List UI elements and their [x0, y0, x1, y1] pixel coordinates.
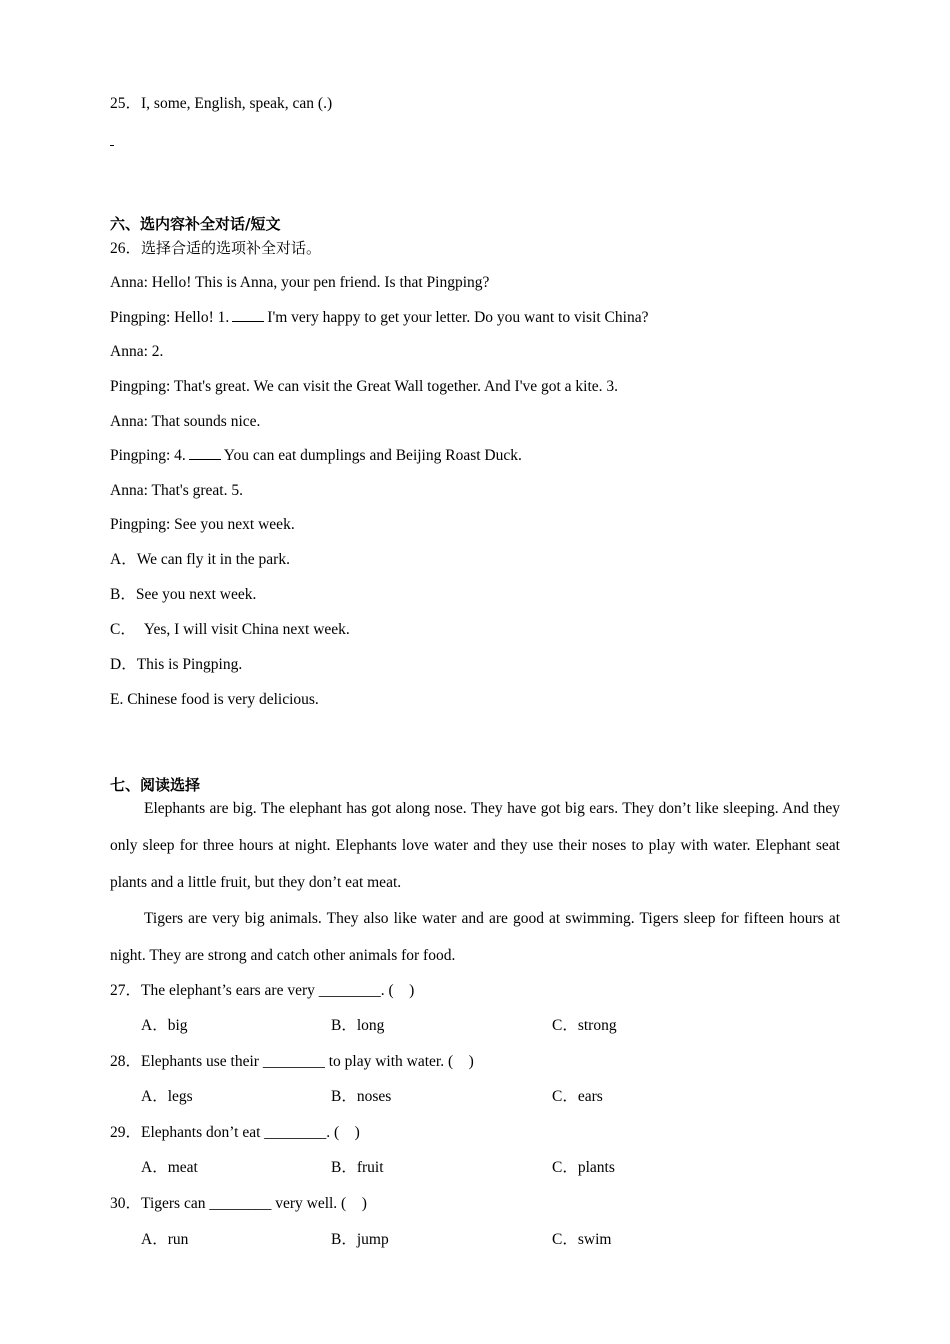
- answer-line: [110, 145, 114, 146]
- option-label: A．: [141, 1088, 168, 1105]
- option-text: jump: [356, 1231, 389, 1248]
- option-text: noses: [356, 1088, 392, 1105]
- dialogue-text: 4.: [174, 447, 186, 464]
- option-label: C．: [552, 1231, 578, 1248]
- question-30: [110, 1194, 367, 1214]
- dialogue-speaker: Anna:: [110, 413, 148, 430]
- option-a[interactable]: [141, 1087, 193, 1107]
- question-instruction: 选择合适的选项补全对话。: [141, 239, 322, 257]
- option-label: A．: [141, 1231, 168, 1248]
- dialogue-text: See you next week.: [174, 516, 295, 533]
- question-text: The elephant’s ears are very ________. ( ): [141, 982, 415, 999]
- option-text: ears: [577, 1088, 603, 1105]
- option-label: A．: [141, 1159, 168, 1176]
- option-b[interactable]: [331, 1230, 389, 1250]
- choice-text: We can fly it in the park.: [136, 551, 290, 568]
- dialogue-speaker: Pingping:: [110, 378, 171, 395]
- option-text: legs: [167, 1088, 193, 1105]
- question-text: Tigers can ________ very well. ( ): [141, 1195, 367, 1212]
- section-6-title: 六、选内容补全对话/短文: [110, 215, 281, 233]
- choice-text: This is Pingping.: [136, 656, 243, 673]
- dialogue-text: That's great. 5.: [151, 482, 243, 499]
- question-number: 25．: [110, 95, 142, 112]
- option-b[interactable]: [331, 1158, 384, 1178]
- option-label: C．: [552, 1017, 578, 1034]
- dialogue-text: I'm very happy to get your letter. Do you want to visit China?: [267, 309, 649, 326]
- dialogue-text: 2.: [151, 343, 164, 360]
- option-label: A．: [141, 1017, 168, 1034]
- reading-paragraph: [110, 790, 840, 901]
- dialogue-line: [110, 481, 243, 501]
- question-27: [110, 981, 414, 1001]
- question-number: 28．: [110, 1053, 142, 1070]
- question-number: 27．: [110, 982, 142, 999]
- dialogue-text: Hello! 1.: [174, 309, 230, 326]
- paragraph-text: Elephants are big. The elephant has got along nose. They have got big ears. They don’t like sleeping. And they only sleep for three hours at night. Elephants love water and they use their noses to play with water. Elephant seat plants and a little fruit, but they don’t eat meat.: [110, 800, 840, 891]
- dialogue-speaker: Pingping:: [110, 447, 171, 464]
- choice-option: [110, 585, 256, 605]
- question-28: [110, 1052, 474, 1072]
- dialogue-line: [110, 446, 522, 466]
- choice-option: [110, 620, 350, 640]
- option-b[interactable]: [331, 1016, 384, 1036]
- option-text: meat: [167, 1159, 198, 1176]
- option-c[interactable]: [552, 1230, 611, 1250]
- dialogue-speaker: Anna:: [110, 482, 148, 499]
- option-a[interactable]: [141, 1158, 198, 1178]
- option-text: long: [356, 1017, 385, 1034]
- choice-option: [110, 655, 242, 675]
- section-7-title: 七、阅读选择: [110, 776, 201, 794]
- dialogue-text: Hello! This is Anna, your pen friend. Is that Pingping?: [151, 274, 490, 291]
- option-label: C．: [552, 1159, 578, 1176]
- option-text: big: [167, 1017, 188, 1034]
- question-26: [110, 238, 321, 259]
- reading-paragraph: [110, 900, 840, 974]
- option-text: run: [167, 1231, 189, 1248]
- question-text: Elephants don’t eat ________. ( ): [141, 1124, 360, 1141]
- dialogue-speaker: Pingping:: [110, 516, 171, 533]
- question-number: 29．: [110, 1124, 142, 1141]
- choice-text: Chinese food is very delicious.: [127, 691, 319, 708]
- option-text: plants: [577, 1159, 615, 1176]
- dialogue-text: That sounds nice.: [151, 413, 261, 430]
- dialogue-speaker: Anna:: [110, 343, 148, 360]
- dialogue-line: [110, 308, 648, 328]
- question-number: 26．: [110, 240, 142, 257]
- question-number: 30．: [110, 1195, 142, 1212]
- dialogue-line: [110, 515, 295, 535]
- dialogue-line: [110, 377, 618, 397]
- question-29: [110, 1123, 360, 1143]
- choice-label: A．: [110, 551, 137, 568]
- question-text: I, some, English, speak, can (.): [141, 95, 333, 112]
- option-text: swim: [577, 1231, 612, 1248]
- choice-text: Yes, I will visit China next week.: [143, 621, 350, 638]
- question-text: Elephants use their ________ to play with water. ( ): [141, 1053, 474, 1070]
- choice-option: [110, 690, 319, 710]
- choice-label: B．: [110, 586, 136, 603]
- option-label: B．: [331, 1159, 357, 1176]
- choice-text: See you next week.: [135, 586, 257, 603]
- dialogue-line: [110, 412, 260, 432]
- option-c[interactable]: [552, 1016, 617, 1036]
- option-text: fruit: [356, 1159, 384, 1176]
- dialogue-text: You can eat dumplings and Beijing Roast Duck.: [223, 447, 522, 464]
- option-a[interactable]: [141, 1016, 188, 1036]
- option-c[interactable]: [552, 1087, 603, 1107]
- option-a[interactable]: [141, 1230, 188, 1250]
- choice-label: C．: [110, 621, 136, 638]
- option-c[interactable]: [552, 1158, 615, 1178]
- paragraph-text: Tigers are very big animals. They also like water and are good at swimming. Tigers sleep for fifteen hours at night. They are strong and catch other animals for food.: [110, 910, 840, 964]
- option-text: strong: [577, 1017, 617, 1034]
- option-label: B．: [331, 1017, 357, 1034]
- choice-label: D．: [110, 656, 137, 673]
- option-label: B．: [331, 1231, 357, 1248]
- answer-blank[interactable]: [189, 447, 221, 460]
- dialogue-text: That's great. We can visit the Great Wall together. And I've got a kite. 3.: [173, 378, 619, 395]
- dialogue-line: [110, 273, 489, 293]
- dialogue-speaker: Pingping:: [110, 309, 171, 326]
- choice-option: [110, 550, 290, 570]
- dialogue-line: [110, 342, 163, 362]
- choice-label: E.: [110, 691, 124, 708]
- option-b[interactable]: [331, 1087, 391, 1107]
- answer-blank[interactable]: [232, 309, 264, 322]
- question-25: [110, 94, 332, 114]
- option-label: C．: [552, 1088, 578, 1105]
- dialogue-speaker: Anna:: [110, 274, 148, 291]
- option-label: B．: [331, 1088, 357, 1105]
